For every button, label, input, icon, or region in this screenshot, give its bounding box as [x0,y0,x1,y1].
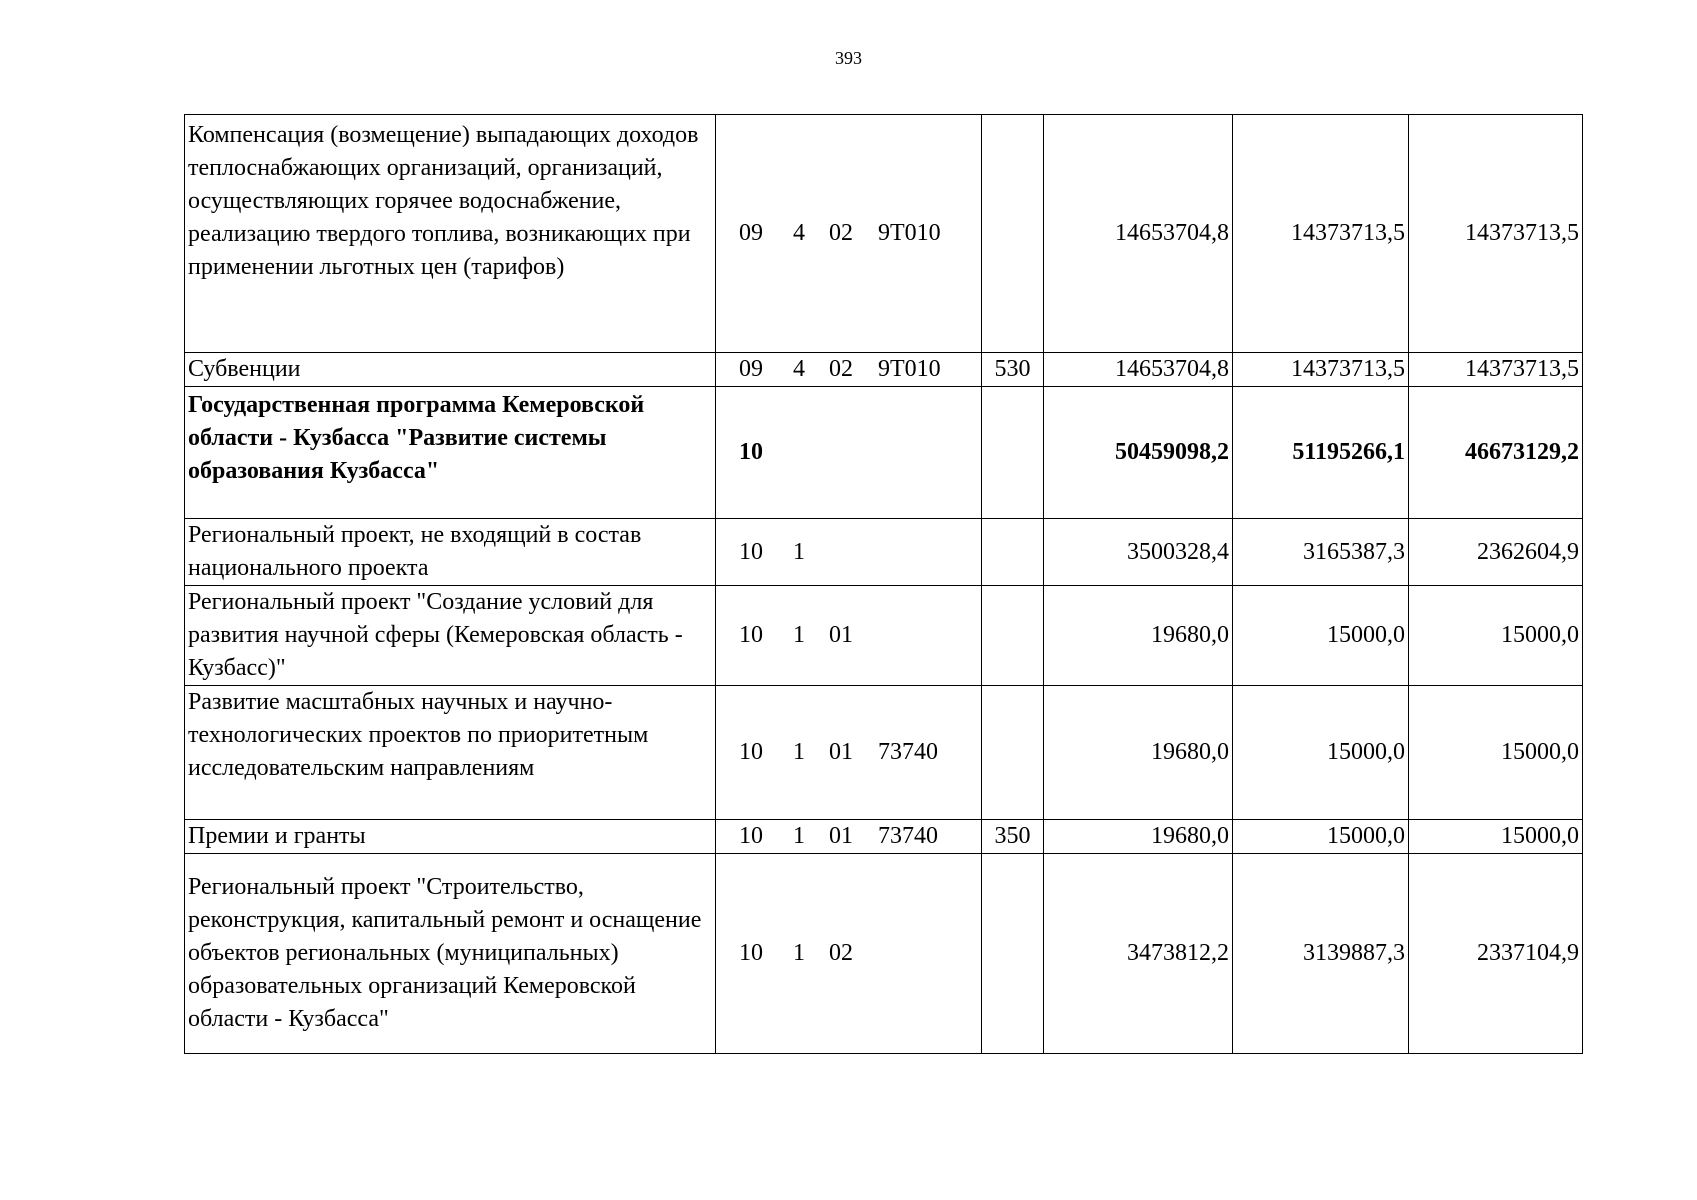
row-name: Государственная программа Кемеровской области - Кузбасса "Развитие системы образования Кузбасса" [185,387,716,519]
amount-year-2: 15000,0 [1233,686,1409,820]
code-measure: 01 [829,823,853,849]
code-measure: 01 [829,622,853,648]
amount-year-2: 14373713,5 [1233,353,1409,387]
row-codes [716,387,982,519]
code-direction: 9Т010 [878,220,941,246]
table-row [185,586,1583,686]
code-program: 09 [739,356,763,382]
code-measure: 02 [829,356,853,382]
code-subprogram: 1 [793,622,805,648]
amount-year-3: 15000,0 [1409,686,1583,820]
amount-year-1: 3473812,2 [1044,854,1233,1054]
code-subprogram: 4 [793,220,805,246]
expense-type-code [982,115,1044,353]
code-measure: 01 [829,739,853,765]
row-codes [716,854,982,1054]
amount-year-1: 14653704,8 [1044,353,1233,387]
code-program: 10 [739,823,763,849]
row-codes [716,686,982,820]
amount-year-2: 3165387,3 [1233,519,1409,586]
code-program: 10 [739,622,763,648]
amount-year-3: 2337104,9 [1409,854,1583,1054]
expense-type-code [982,686,1044,820]
table-row [185,820,1583,854]
code-direction: 73740 [878,739,938,765]
code-subprogram: 1 [793,823,805,849]
code-subprogram: 1 [793,739,805,765]
row-name: Премии и гранты [185,820,716,854]
amount-year-1: 19680,0 [1044,686,1233,820]
amount-year-2: 15000,0 [1233,820,1409,854]
code-direction [878,436,958,469]
code-subprogram: 1 [793,940,805,966]
page-number: 393 [835,48,862,68]
code-direction [878,536,958,569]
expense-type-code: 350 [982,820,1044,854]
code-program: 10 [739,940,763,966]
table-row [185,519,1583,586]
code-subprogram: 1 [793,538,805,565]
amount-year-3: 15000,0 [1409,586,1583,686]
row-name: Развитие масштабных научных и научно-технологических проектов по приоритетным исследовательским направлениям [185,686,716,820]
amount-year-1: 19680,0 [1044,586,1233,686]
row-codes [716,586,982,686]
code-measure: 02 [829,220,853,246]
code-measure: 02 [829,940,853,966]
row-codes [716,353,982,387]
expense-type-code [982,519,1044,586]
row-name: Региональный проект, не входящий в состав национального проекта [185,519,716,586]
code-program: 10 [739,439,763,465]
expense-type-code: 530 [982,353,1044,387]
amount-year-3: 46673129,2 [1409,387,1583,519]
row-codes [716,519,982,586]
expense-type-code [982,586,1044,686]
code-subprogram [793,436,829,469]
code-direction: 73740 [878,823,938,849]
table-row [185,686,1583,820]
budget-table [184,114,1583,1054]
code-subprogram: 4 [793,356,805,382]
code-program: 10 [739,739,763,765]
code-direction: 9Т010 [878,356,941,382]
amount-year-2: 14373713,5 [1233,115,1409,353]
table-row [185,854,1583,1054]
row-name: Компенсация (возмещение) выпадающих доходов теплоснабжающих организаций, организаций, осуществляющих горячее водоснабжение, реализацию твердого топлива, возникающих при применении льготных цен (тарифов) [185,115,716,353]
amount-year-2: 51195266,1 [1233,387,1409,519]
code-measure [829,436,878,469]
amount-year-1: 14653704,8 [1044,115,1233,353]
code-program: 09 [739,220,763,246]
row-codes [716,820,982,854]
table-row [185,353,1583,387]
amount-year-1: 50459098,2 [1044,387,1233,519]
row-name: Региональный проект "Создание условий для развития научной сферы (Кемеровская область - Кузбасс)" [185,586,716,686]
row-name: Субвенции [185,353,716,387]
expense-type-code [982,854,1044,1054]
table-row [185,387,1583,519]
amount-year-3: 2362604,9 [1409,519,1583,586]
table-row [185,115,1583,353]
expense-type-code [982,387,1044,519]
amount-year-3: 14373713,5 [1409,115,1583,353]
amount-year-1: 19680,0 [1044,820,1233,854]
code-measure [829,536,878,569]
amount-year-3: 14373713,5 [1409,353,1583,387]
amount-year-2: 15000,0 [1233,586,1409,686]
row-codes [716,115,982,353]
code-direction [878,619,958,652]
code-program: 10 [739,538,763,565]
code-direction [878,937,958,970]
row-name: Региональный проект "Строительство, реконструкция, капитальный ремонт и оснащение объектов региональных (муниципальных) образовательных организаций Кемеровской области - Кузбасса" [185,854,716,1054]
amount-year-3: 15000,0 [1409,820,1583,854]
amount-year-2: 3139887,3 [1233,854,1409,1054]
amount-year-1: 3500328,4 [1044,519,1233,586]
